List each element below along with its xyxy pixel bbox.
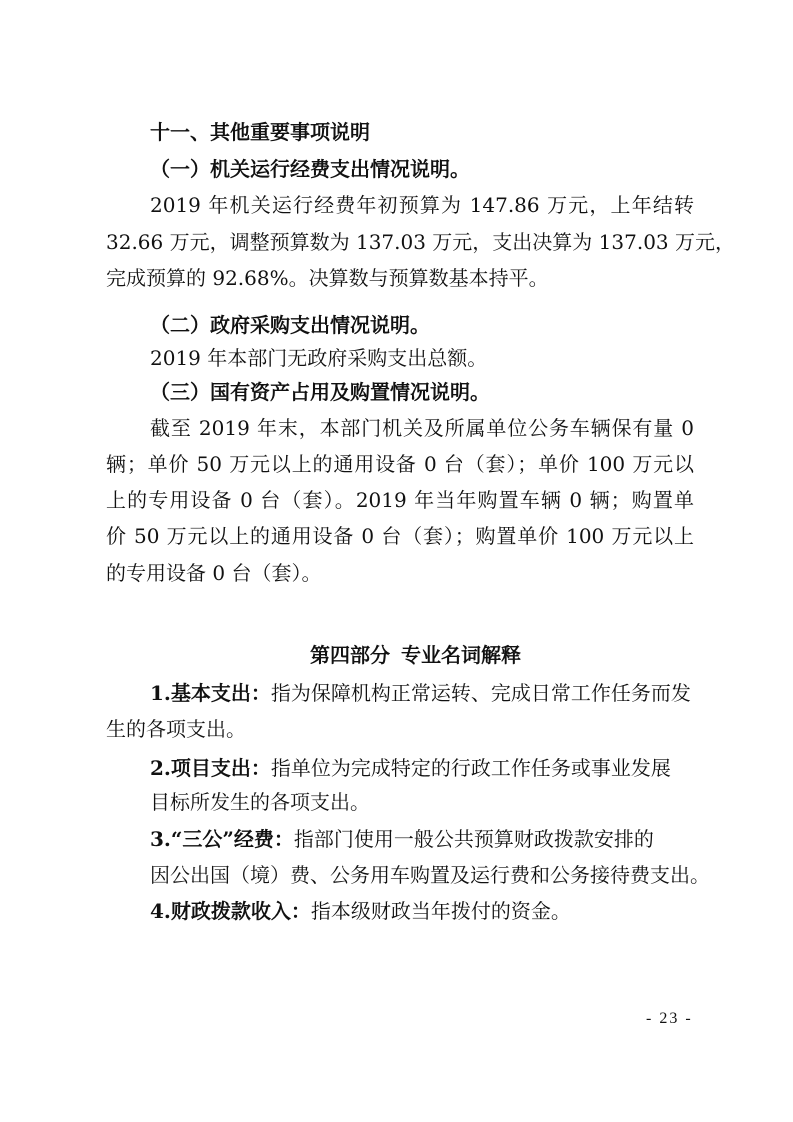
subsection-heading-3: （三）国有资产占用及购置情况说明。 — [150, 380, 490, 404]
paragraph-line: 价 50 万元以上的通用设备 0 台（套）；购置单价 100 万元以上 — [106, 524, 694, 548]
term-definition-cont: 因公出国（境）费、公务用车购置及运行费和公务接待费支出。 — [150, 863, 710, 887]
term-label: 2.项目支出： — [150, 756, 271, 780]
paragraph-line: 上的专用设备 0 台（套）。2019 年当年购置车辆 0 辆；购置单 — [106, 488, 694, 512]
term-definition: 指单位为完成特定的行政工作任务或事业发展 — [270, 756, 671, 780]
paragraph-line: 辆；单价 50 万元以上的通用设备 0 台（套）；单价 100 万元以 — [106, 452, 694, 476]
paragraph-line: 完成预算的 92.68%。决算数与预算数基本持平。 — [106, 266, 549, 290]
term-definition-cont: 生的各项支出。 — [106, 717, 246, 741]
term-entry — [150, 754, 671, 782]
term-entry — [150, 679, 691, 707]
term-entry — [150, 897, 571, 925]
section-heading: 十一、其他重要事项说明 — [150, 120, 370, 144]
page-number: - 23 - — [646, 1010, 693, 1027]
term-label: 4.财政拨款收入： — [150, 899, 311, 923]
term-definition: 指本级财政当年拨付的资金。 — [310, 899, 571, 923]
term-label: 1.基本支出： — [150, 681, 271, 705]
term-entry — [150, 825, 654, 853]
paragraph-line: 2019 年本部门无政府采购支出总额。 — [150, 346, 488, 370]
part-title: 第四部分 专业名词解释 — [310, 643, 521, 667]
paragraph-line: 32.66 万元，调整预算数为 137.03 万元，支出决算为 137.03 万元， — [106, 230, 736, 254]
term-definition: 指为保障机构正常运转、完成日常工作任务而发 — [270, 681, 691, 705]
paragraph-line: 截至 2019 年末，本部门机关及所属单位公务车辆保有量 0 — [150, 416, 694, 440]
subsection-heading-1: （一）机关运行经费支出情况说明。 — [150, 157, 470, 181]
paragraph-line: 2019 年机关运行经费年初预算为 147.86 万元，上年结转 — [150, 193, 694, 217]
term-definition: 指部门使用一般公共预算财政拨款安排的 — [293, 827, 654, 851]
paragraph-line: 的专用设备 0 台（套）。 — [106, 561, 322, 585]
term-definition-cont: 目标所发生的各项支出。 — [150, 790, 370, 814]
term-label: 3.“三公”经费： — [150, 827, 294, 851]
subsection-heading-2: （二）政府采购支出情况说明。 — [150, 313, 430, 337]
